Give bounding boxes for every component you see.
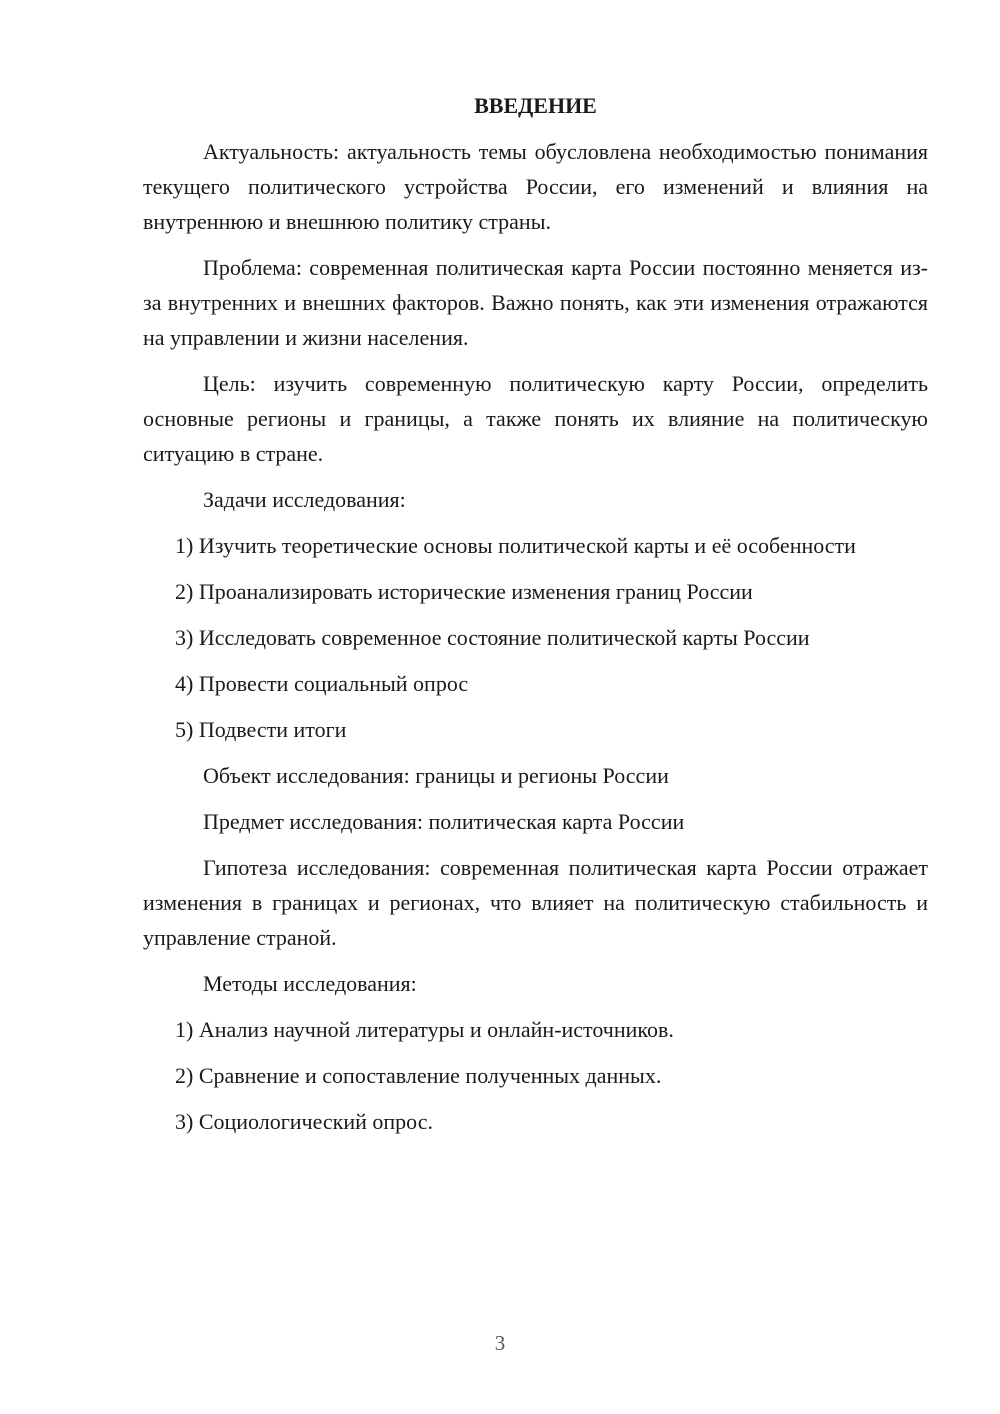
list-item: 2) Сравнение и сопоставление полученных данных. (175, 1063, 662, 1088)
hypothesis-paragraph: Гипотеза исследования: современная политическая карта России отражает изменения в границах и регионах, что влияет на политическую стабильность и управление страной. (143, 855, 928, 950)
relevance-paragraph: Актуальность: актуальность темы обусловлена необходимостью понимания текущего политического устройства России, его изменений и влияния на внутреннюю и внешнюю политику страны. (143, 139, 928, 234)
subject-paragraph: Предмет исследования: политическая карта России (203, 809, 685, 834)
tasks-list (143, 528, 928, 747)
list-item: 3) Исследовать современное состояние политической карты России (175, 625, 810, 650)
methods-list (143, 1012, 928, 1139)
list-item: 1) Изучить теоретические основы политической карты и её особенности (175, 533, 856, 558)
list-item: 4) Провести социальный опрос (175, 671, 469, 696)
methods-heading: Методы исследования: (203, 971, 417, 996)
tasks-heading: Задачи исследования: (203, 487, 406, 512)
problem-paragraph: Проблема: современная политическая карта России постоянно меняется из-за внутренних и внешних факторов. Важно понять, как эти изменения отражаются на управлении и жизни населения. (143, 255, 928, 350)
document-page (143, 88, 928, 1150)
list-item: 3) Социологический опрос. (175, 1109, 433, 1134)
section-title: ВВЕДЕНИЕ (474, 93, 597, 118)
page-number: 3 (494, 1331, 506, 1355)
list-item: 1) Анализ научной литературы и онлайн-источников. (175, 1017, 674, 1042)
list-item: 5) Подвести итоги (175, 717, 347, 742)
list-item: 2) Проанализировать исторические изменения границ России (175, 579, 753, 604)
object-paragraph: Объект исследования: границы и регионы России (203, 763, 669, 788)
goal-paragraph: Цель: изучить современную политическую карту России, определить основные регионы и границы, а также понять их влияние на политическую ситуацию в стране. (143, 371, 928, 466)
